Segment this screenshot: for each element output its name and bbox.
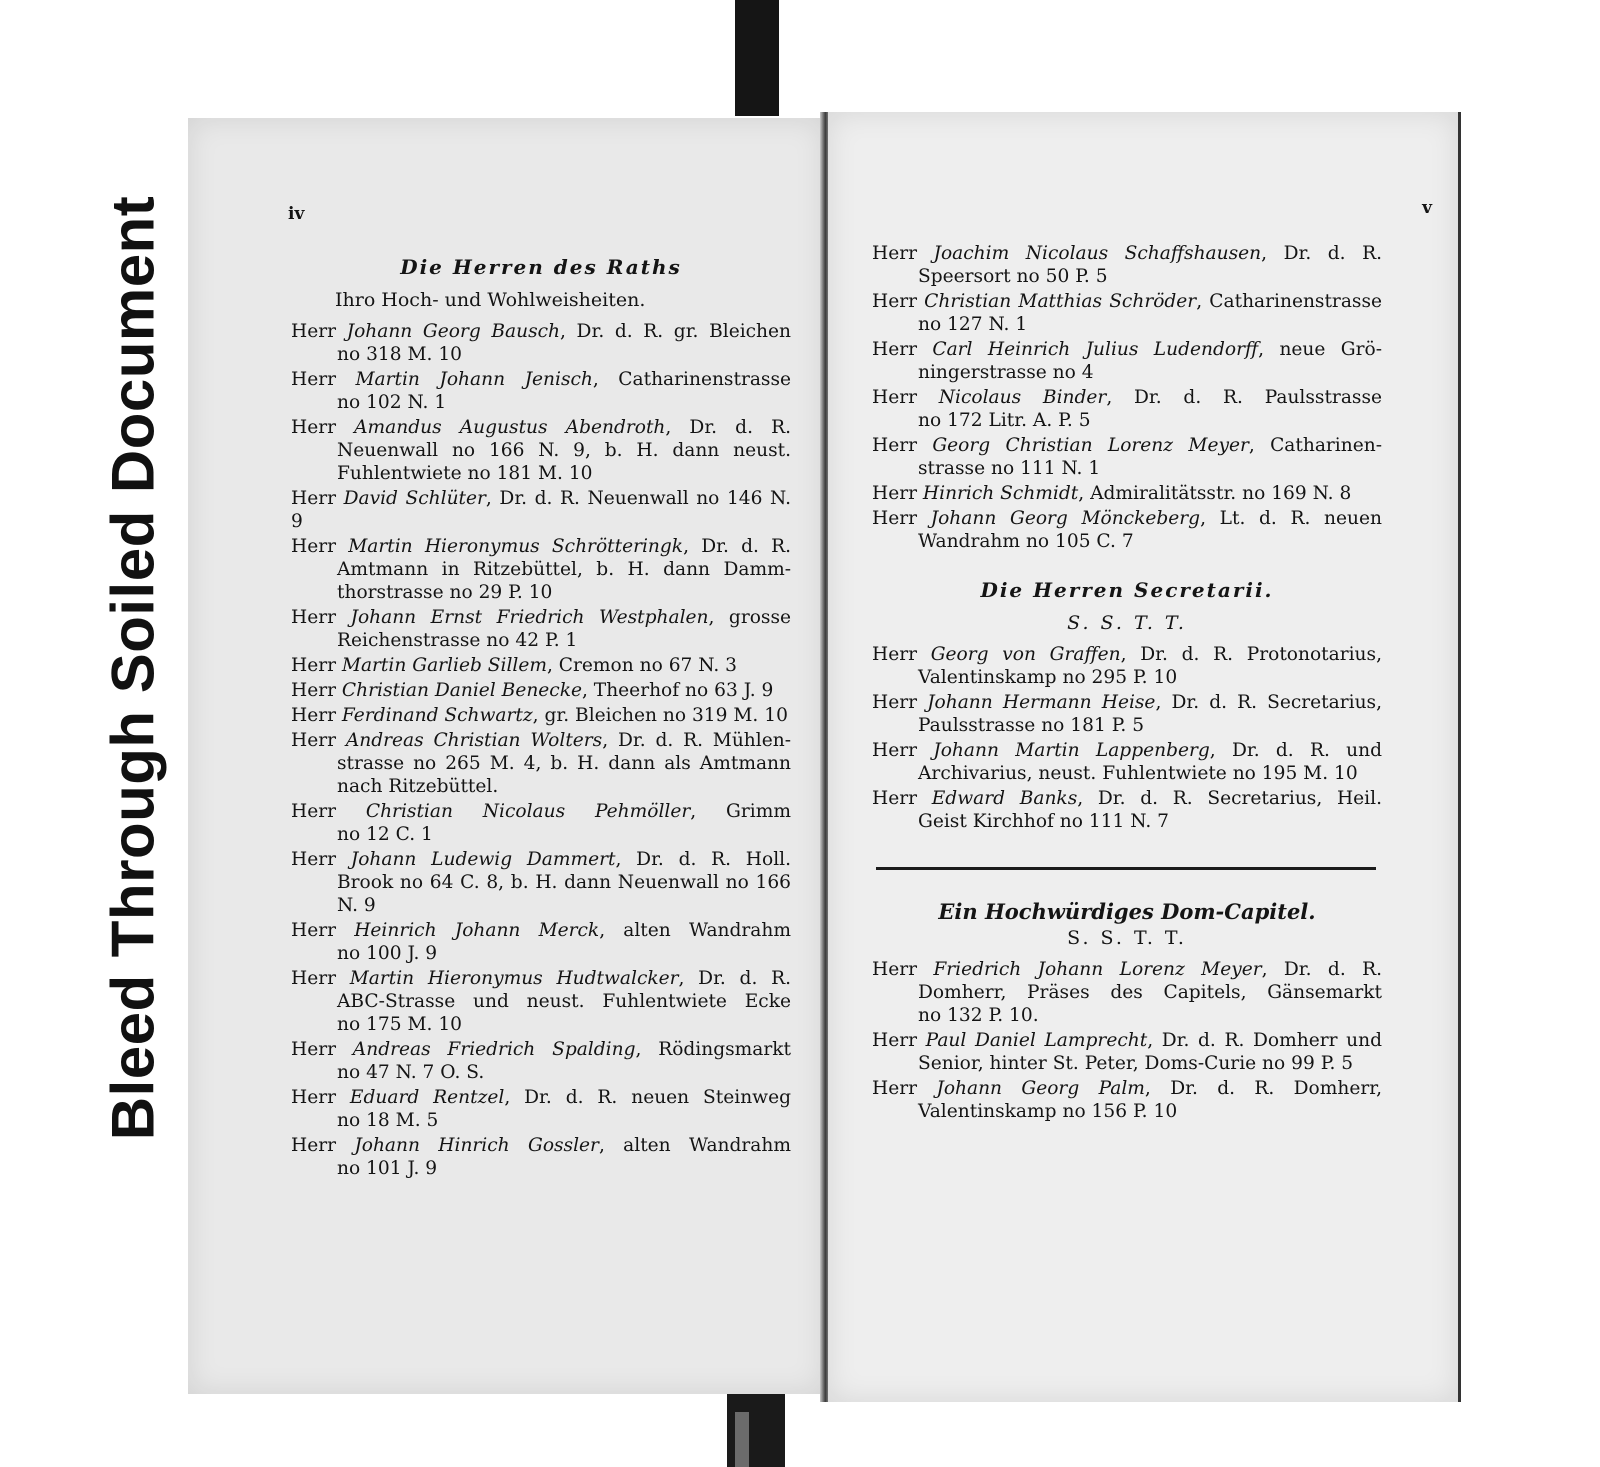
directory-entry [291,679,791,702]
entry-first-line [291,967,791,990]
entry-details: , Dr. d. R. [1261,959,1383,980]
section-divider-rule [876,867,1376,870]
entry-details: , Dr. d. R. Domherr, [1144,1078,1383,1099]
entry-title: Herr [291,369,356,390]
directory-entry [872,739,1382,785]
entry-person-name: Johann Martin Lappenberg [933,740,1210,761]
entry-person-name: Johann Georg Palm [936,1078,1145,1099]
right-page [828,112,1461,1402]
directory-entry [872,691,1382,737]
entry-person-name: Eduard Rentzel [349,1087,505,1108]
entry-title: Herr [872,243,934,264]
entry-person-name: Hinrich Schmidt [922,483,1079,504]
entry-address-line: Amtmann in Ritzebüttel, b. H. dann Damm- [337,559,791,580]
directory-entry [872,643,1382,689]
entry-title: Herr [872,387,939,408]
directory-entry [291,1038,791,1084]
entry-person-name: Johann Georg Bausch [346,321,561,342]
entry-first-line [291,919,791,942]
directory-entry [291,320,791,366]
entry-list-secretarii [872,643,1382,833]
entry-list-rath-continued [872,242,1382,553]
entry-details: , Dr. d. R. Protonotarius, [1120,644,1382,665]
entry-first-line [291,1134,791,1157]
entry-details: , neue Grö- [1258,339,1382,360]
entry-details: , Cremon no 67 N. 3 [546,655,738,676]
entry-details: , Dr. d. R. und [1209,740,1382,761]
entry-details: , grosse [708,607,791,628]
entry-address-line: Geist Kirchhof no 111 N. 7 [918,811,1170,832]
entry-person-name: Georg von Graffen [930,644,1121,665]
entry-title: Herr [291,730,346,751]
entry-details: , Rödingsmarkt [635,1039,791,1060]
entry-address-line: no 12 C. 1 [337,824,433,845]
binding-strip-bottom [727,1394,785,1467]
entry-first-line [872,507,1382,530]
entry-person-name: Johann Ludewig Dammert [350,849,616,870]
entry-details: , Dr. d. R. [1261,243,1383,264]
directory-entry [291,654,791,677]
entry-first-line [872,482,1382,505]
entry-details: , Dr. d. R. Secretarius, [1155,692,1382,713]
entry-first-line [872,386,1382,409]
directory-entry [291,919,791,965]
entry-address-line: Speersort no 50 P. 5 [918,266,1108,287]
entry-title: Herr [291,680,342,701]
entry-details: , Dr. d. R. Neuenwall no 146 N. 9 [291,488,792,532]
entry-address-line: no 101 J. 9 [337,1158,438,1179]
entry-person-name: Andreas Christian Wolters [345,730,603,751]
entry-title: Herr [872,435,933,456]
entry-title: Herr [872,483,923,504]
entry-details: , Dr. d. R. Holl. [615,849,792,870]
entry-person-name: Christian Matthias Schröder [924,291,1197,312]
entry-title: Herr [291,705,342,726]
entry-person-name: Martin Johann Jenisch [355,369,593,390]
entry-address-line: Paulsstrasse no 181 P. 5 [918,715,1145,736]
entry-person-name: Martin Garlieb Sillem [341,655,547,676]
entry-first-line [291,679,791,702]
entry-title: Herr [291,849,351,870]
directory-entry [291,967,791,1036]
entry-person-name: Johann Ernst Friedrich Westphalen [350,607,709,628]
section-subheading-dom-capitel: S. S. T. T. [1067,927,1187,949]
entry-first-line [872,434,1382,457]
entry-address-line: no 132 P. 10. [918,1005,1039,1026]
entry-address-line: no 100 J. 9 [337,943,438,964]
entry-title: Herr [291,417,355,438]
entry-address-line: Reichenstrasse no 42 P. 1 [337,630,578,651]
entry-address-line: strasse no 111 N. 1 [918,458,1101,479]
entry-title: Herr [291,801,366,822]
section-heading-secretarii: Die Herren Secretarii. [980,578,1274,602]
entry-first-line [291,800,791,823]
entry-address-line: Neuenwall no 166 N. 9, b. H. dann neust. [337,440,791,461]
directory-entry [872,386,1382,432]
entry-address-line: Fuhlentwiete no 181 M. 10 [337,463,593,484]
entry-title: Herr [872,740,934,761]
entry-details: , Catharinenstrasse [592,369,792,390]
entry-details: , Catharinenstrasse [1196,291,1382,312]
section-heading-dom-capitel: Ein Hochwürdiges Dom-Capitel. [938,899,1316,924]
entry-details: , Theerhof no 63 J. 9 [581,680,774,701]
entry-person-name: Nicolaus Binder [938,387,1107,408]
entry-person-name: Joachim Nicolaus Schaffshausen [933,243,1262,264]
entry-first-line [872,691,1382,714]
directory-entry [291,487,791,533]
directory-entry [291,848,791,917]
entry-title: Herr [872,339,933,360]
entry-title: Herr [872,508,931,529]
entry-list-dom-capitel [872,958,1382,1123]
section-subheading-rath: Ihro Hoch- und Wohlweisheiten. [335,289,646,311]
entry-address-line: strasse no 265 M. 4, b. H. dann als Amtmann [337,753,791,774]
entry-person-name: David Schlüter [343,488,486,509]
section-subheading-secretarii: S. S. T. T. [1067,612,1187,634]
entry-address-line: no 18 M. 5 [337,1110,439,1131]
entry-address-line: Senior, hinter St. Peter, Doms-Curie no 99 P. 5 [918,1053,1354,1074]
entry-details: , Admiralitätsstr. no 169 N. 8 [1078,483,1352,504]
directory-entry [872,482,1382,505]
directory-entry [872,242,1382,288]
entry-first-line [872,958,1382,981]
entry-title: Herr [291,1135,355,1156]
directory-entry [291,606,791,652]
directory-entry [291,729,791,798]
entry-person-name: Georg Christian Lorenz Meyer [932,435,1249,456]
entry-details: , Dr. d. R. gr. Bleichen [560,321,792,342]
entry-address-line: no 47 N. 7 O. S. [337,1062,485,1083]
entry-details: , Dr. d. R. [678,968,791,989]
entry-address-line: no 175 M. 10 [337,1014,462,1035]
entry-title: Herr [291,536,349,557]
entry-list-rath [291,320,791,1180]
entry-first-line [291,320,791,343]
directory-entry [872,290,1382,336]
directory-entry [872,787,1382,833]
directory-entry [872,1077,1382,1123]
entry-title: Herr [291,488,344,509]
entry-title: Herr [291,1039,353,1060]
entry-person-name: Martin Hieronymus Hudtwalcker [349,968,679,989]
entry-title: Herr [291,920,355,941]
entry-person-name: Edward Banks [931,788,1078,809]
entry-first-line [872,1029,1382,1052]
entry-details: , Grimm [690,801,791,822]
entry-details: , Dr. d. R. Secretarius, Heil. [1077,788,1382,809]
watermark-text: Bleed Through Soiled Document [99,195,167,1141]
entry-title: Herr [872,959,934,980]
entry-title: Herr [872,692,928,713]
entry-details: , alten Wandrahm [599,920,791,941]
entry-first-line [872,338,1382,361]
entry-address-line: Brook no 64 C. 8, b. H. dann Neuenwall no 166 N. 9 [337,872,791,916]
right-column [872,242,1382,1125]
entry-person-name: Ferdinand Schwartz [341,705,533,726]
entry-first-line [291,654,791,677]
entry-title: Herr [291,1087,350,1108]
entry-address-line: thorstrasse no 29 P. 10 [337,582,553,603]
entry-first-line [291,535,791,558]
directory-entry [291,704,791,727]
entry-details: , Dr. d. R. [665,417,792,438]
directory-entry [291,535,791,604]
binding-strip-top [735,0,779,116]
entry-title: Herr [872,1030,926,1051]
entry-address-line: Valentinskamp no 295 P. 10 [918,667,1178,688]
entry-person-name: Andreas Friedrich Spalding [352,1039,636,1060]
directory-entry [291,416,791,485]
entry-first-line [872,290,1382,313]
page-number-right: v [1422,198,1432,218]
entry-details: , Dr. d. R. Mühlen- [602,730,791,751]
directory-entry [291,1134,791,1180]
entry-title: Herr [872,644,931,665]
entry-first-line [291,416,791,439]
entry-address-line: ABC-Strasse und neust. Fuhlentwiete Ecke [337,991,791,1012]
entry-address-line: no 102 N. 1 [337,392,447,413]
entry-first-line [291,606,791,629]
entry-person-name: Christian Nicolaus Pehmöller [365,801,691,822]
entry-title: Herr [872,291,925,312]
entry-first-line [872,1077,1382,1100]
entry-first-line [291,848,791,871]
entry-first-line [291,1038,791,1061]
entry-title: Herr [291,655,342,676]
directory-entry [291,368,791,414]
left-page [188,118,824,1394]
entry-address-line: Archivarius, neust. Fuhlentwiete no 195 M. 10 [918,763,1358,784]
entry-address-line: no 172 Litr. A. P. 5 [918,410,1091,431]
entry-person-name: Johann Hermann Heise [927,692,1156,713]
entry-first-line [291,729,791,752]
entry-details: , gr. Bleichen no 319 M. 10 [532,705,788,726]
entry-person-name: Heinrich Johann Merck [354,920,600,941]
entry-details: , Catharinen- [1248,435,1382,456]
entry-details: , Lt. d. R. neuen [1200,508,1382,529]
section-heading-rath: Die Herren des Raths [400,255,682,279]
entry-address-line: Valentinskamp no 156 P. 10 [918,1101,1178,1122]
entry-address-line: nach Ritzebüttel. [337,776,499,797]
open-book [188,112,1458,1402]
directory-entry [291,1086,791,1132]
entry-first-line [291,368,791,391]
entry-person-name: Carl Heinrich Julius Ludendorff [932,339,1259,360]
directory-entry [872,434,1382,480]
entry-person-name: Friedrich Johann Lorenz Meyer [933,959,1262,980]
entry-address-line: ningerstrasse no 4 [918,362,1094,383]
entry-details: , Dr. d. R. [683,536,792,557]
entry-first-line [872,739,1382,762]
entry-address-line: Domherr, Präses des Capitels, Gänsemarkt [918,982,1382,1003]
directory-entry [872,1029,1382,1075]
entry-first-line [291,487,791,533]
entry-person-name: Christian Daniel Benecke [341,680,582,701]
entry-first-line [872,787,1382,810]
entry-title: Herr [291,321,347,342]
entry-first-line [872,643,1382,666]
entry-address-line: no 318 M. 10 [337,344,462,365]
entry-details: , Dr. d. R. Domherr und [1147,1030,1383,1051]
page-number-left: iv [288,204,305,224]
directory-entry [872,507,1382,553]
directory-entry [872,958,1382,1027]
entry-first-line [291,1086,791,1109]
directory-entry [872,338,1382,384]
entry-person-name: Martin Hieronymus Schrötteringk [348,536,684,557]
entry-details: , alten Wandrahm [598,1135,791,1156]
entry-first-line [872,242,1382,265]
entry-person-name: Johann Georg Mönckeberg [930,508,1201,529]
entry-title: Herr [872,788,932,809]
entry-title: Herr [291,968,350,989]
entry-address-line: no 127 N. 1 [918,314,1028,335]
entry-title: Herr [291,607,351,628]
entry-address-line: Wandrahm no 105 C. 7 [918,531,1134,552]
entry-details: , Dr. d. R. Paulsstrasse [1106,387,1382,408]
entry-title: Herr [872,1078,937,1099]
entry-first-line [291,704,791,727]
entry-person-name: Amandus Augustus Abendroth [354,417,666,438]
left-column [291,250,791,1182]
entry-person-name: Johann Hinrich Gossler [354,1135,599,1156]
entry-details: , Dr. d. R. neuen Steinweg [504,1087,791,1108]
entry-person-name: Paul Daniel Lamprecht [925,1030,1148,1051]
directory-entry [291,800,791,846]
